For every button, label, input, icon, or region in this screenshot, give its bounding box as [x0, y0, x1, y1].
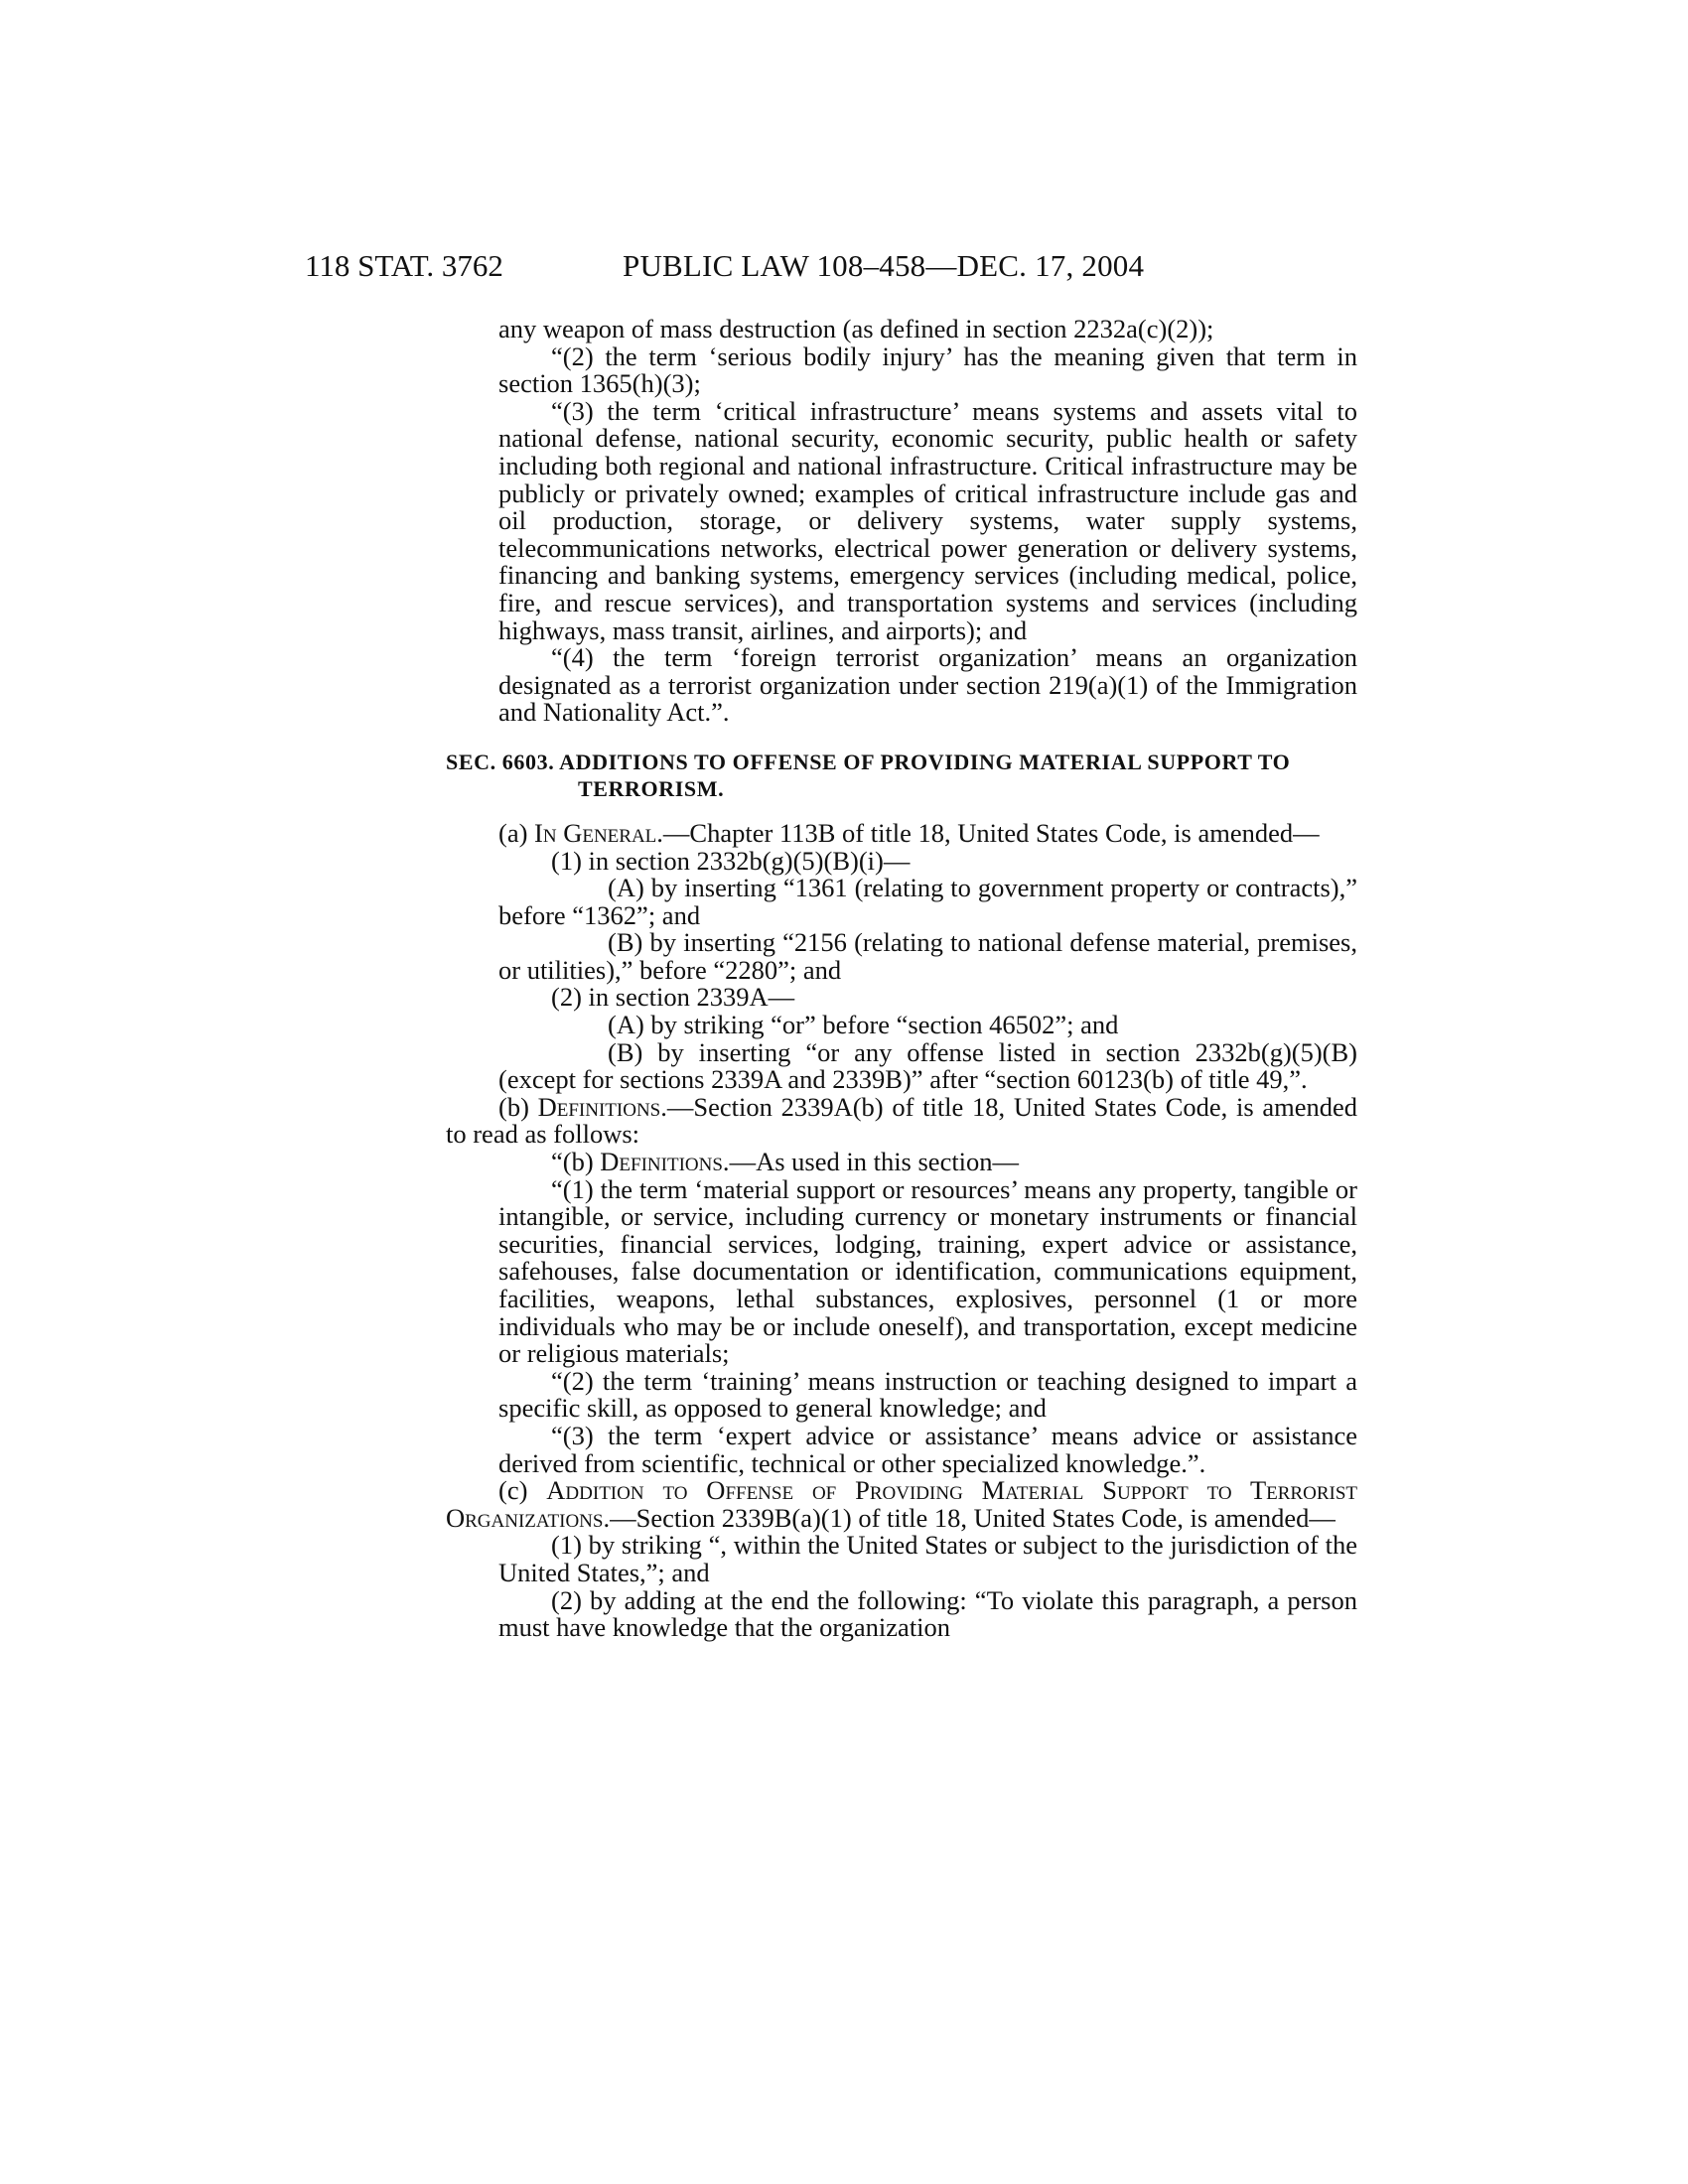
quoted-b-caption: Definitions.	[600, 1147, 730, 1177]
definition-expert-advice: “(3) the term ‘expert advice or assistance’ means advice or assistance derived from scientific, technical or other specialized knowledge.”.	[498, 1420, 1357, 1478]
quoted-b-text: —As used in this section—	[729, 1147, 1020, 1177]
clause-a2: (2) in section 2339A—	[551, 982, 795, 1013]
subsection-c	[446, 1477, 1357, 1532]
quoted-b-label: “(b)	[551, 1147, 601, 1177]
statute-reference: 118 STAT. 3762	[305, 248, 503, 283]
section-heading: SEC. 6603. ADDITIONS TO OFFENSE OF PROVIDING MATERIAL SUPPORT TO TERRORISM.	[446, 749, 1291, 801]
clause-c1: (1) by striking “, within the United States or subject to the jurisdiction of the United States,”; and	[498, 1530, 1357, 1587]
clause-a2B: (B) by inserting “or any offense listed in section 2332b(g)(5)(B) (except for sections 2339A and 2339B)” after “section 60123(b) of title 49,”.	[498, 1036, 1357, 1095]
subsection-c-text: —Section 2339B(a)(1) of title 18, United States Code, is amended—	[610, 1502, 1336, 1533]
definition-material-support: “(1) the term ‘material support or resources’ means any property, tangible or intangible, or service, including currency or monetary instruments or financial securities, financial services, lodging, training, expert advice or assistance, safehouses, false documentation or identification, communications equipment, facilities, weapons, lethal substances, explosives, personnel (1 or more individuals who may be or include oneself), and transportation, except medicine or religious materials;	[498, 1173, 1357, 1369]
definition-training: “(2) the term ‘training’ means instruction or teaching designed to impart a specific skill, as opposed to general knowledge; and	[498, 1365, 1357, 1424]
subsection-a-caption: In General.	[534, 817, 663, 848]
paragraph-continuation: any weapon of mass destruction (as defined in section 2232a(c)(2));	[498, 314, 1214, 343]
clause-a1: (1) in section 2332b(g)(5)(B)(i)—	[551, 845, 911, 876]
clause-a1B: (B) by inserting “2156 (relating to national defense material, premises, or utilities),” before “2280”; and	[498, 927, 1357, 985]
subsection-c-caption: Addition to Offense of Providing Material Support to Terrorist Organizations.	[446, 1475, 1357, 1533]
paragraph-serious-bodily-injury: “(2) the term ‘serious bodily injury’ has the meaning given that term in section 1365(h)(3);	[498, 341, 1357, 399]
law-title: PUBLIC LAW 108–458—DEC. 17, 2004	[623, 248, 1145, 283]
subsection-a-text: —Chapter 113B of title 18, United States Code, is amended—	[662, 817, 1320, 848]
subsection-a	[446, 817, 1357, 848]
subsection-c-label: (c)	[498, 1475, 547, 1506]
quoted-subsection-b	[551, 1149, 1357, 1176]
document-body	[446, 314, 1357, 1643]
page-header	[0, 248, 1688, 288]
clause-c2: (2) by adding at the end the following: “To violate this paragraph, a person must have knowledge that the organization	[498, 1584, 1357, 1643]
paragraph-critical-infrastructure: “(3) the term ‘critical infrastructure’ means systems and assets vital to national defense, national security, economic security, public health or safety including both regional and national infrastructure. Critical infrastructure may be publicly or privately owned; examples of critical infrastructure include gas and oil production, storage, or delivery systems, water supply systems, telecommunications networks, electrical power generation or delivery systems, financing and banking systems, emergency services (including medical, police, fire, and rescue services), and transportation systems and services (including highways, mass transit, airlines, and airports); and	[498, 395, 1357, 645]
clause-a1A: (A) by inserting “1361 (relating to government property or contracts),” before “1362”; and	[498, 873, 1357, 930]
subsection-a-label: (a)	[498, 817, 535, 848]
subsection-b-caption: Definitions.	[537, 1091, 667, 1122]
subsection-b-text: —Section 2339A(b) of title 18, United States Code, is amended to read as follows:	[446, 1091, 1357, 1150]
paragraph-foreign-terrorist-organization: “(4) the term ‘foreign terrorist organization’ means an organization designated as a terrorist organization under section 219(a)(1) of the Immigration and Nationality Act.”.	[498, 642, 1357, 728]
subsection-b	[446, 1091, 1357, 1150]
subsection-b-label: (b)	[498, 1091, 538, 1122]
clause-a2A: (A) by striking “or” before “section 46502”; and	[608, 1010, 1119, 1040]
